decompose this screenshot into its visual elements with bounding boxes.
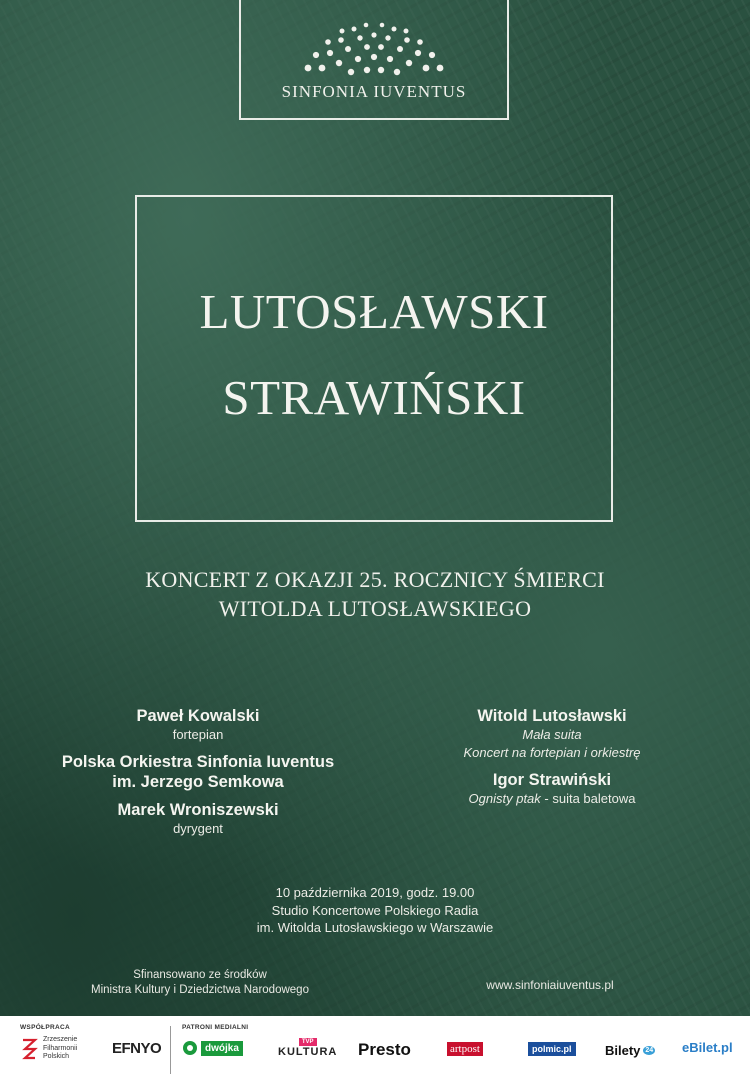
conductor-name: Marek Wroniszewski [117, 801, 279, 819]
kultura-name: KULTURA [278, 1046, 338, 1058]
event-details [0, 884, 750, 937]
polmic-logo[interactable] [528, 1042, 576, 1056]
orchestra-name-line-1: Polska Orkiestra Sinfonia Iuventus [61, 753, 335, 771]
work-piano-concerto: Koncert na fortepian i orkiestrę [463, 745, 641, 760]
presto-logo[interactable]: Presto [358, 1040, 411, 1059]
title-line-1: LUTOSŁAWSKI [199, 284, 549, 339]
zfp-line-2: Filharmonii [43, 1044, 78, 1052]
work-firebird-suffix: - suita baletowa [540, 791, 636, 806]
composer-strawinski: Igor Strawiński [492, 771, 612, 789]
sponsor-footer [0, 1016, 750, 1080]
subtitle-line-1: KONCERT Z OKAZJI 25. ROCZNICY ŚMIERCI [145, 567, 605, 592]
spacer [20, 792, 376, 800]
zfp-line-1: Zrzeszenie [43, 1036, 78, 1043]
funding-line-1: Sfinansowano ze środków [133, 969, 267, 981]
funding-note [40, 968, 360, 998]
tvp-kultura-logo[interactable] [278, 1038, 337, 1058]
event-venue-line-1: Studio Koncertowe Polskiego Radia [271, 902, 479, 918]
title-frame [135, 195, 613, 522]
work-mala-suita: Mała suita [522, 727, 582, 742]
dwojka-name: dwójka [201, 1041, 243, 1056]
conductor-role: dyrygent [173, 821, 223, 836]
event-date-time: 10 października 2019, godz. 19.00 [275, 885, 475, 900]
performers-column [20, 706, 376, 846]
zfp-text [43, 1036, 77, 1062]
tvp-badge: TVP [299, 1038, 317, 1046]
bilety-name: Bilety [605, 1043, 641, 1058]
cooperation-label: WSPÓŁPRACA [20, 1024, 70, 1031]
artpost-logo[interactable] [447, 1042, 483, 1056]
ebilet-name: eBilet.pl [682, 1040, 733, 1055]
orchestra-name-line-2: im. Jerzego Semkowa [112, 773, 284, 791]
funding-line-2: Ministra Kultury i Dziedzictwa Narodowego [91, 984, 309, 996]
efnyo-logo[interactable]: EFNYO [112, 1040, 162, 1057]
title-line-2: STRAWIŃSKI [222, 370, 526, 425]
dwojka-circle-icon [182, 1040, 198, 1056]
spacer [374, 762, 730, 770]
website-link[interactable]: www.sinfoniaiuventus.pl [486, 978, 614, 992]
artpost-name: artpost [447, 1042, 483, 1056]
subtitle-line-2: WITOLDA LUTOSŁAWSKIEGO [218, 596, 532, 621]
dwojka-logo[interactable] [182, 1040, 243, 1056]
bilety24-logo[interactable] [605, 1043, 655, 1058]
work-firebird [374, 790, 730, 808]
logo-frame [239, 0, 509, 120]
zfp-logo[interactable] [20, 1036, 77, 1062]
media-patrons-label: PATRONI MEDIALNI [182, 1024, 249, 1031]
polmic-name: polmic.pl [528, 1042, 576, 1056]
footer-divider [170, 1026, 171, 1074]
zfp-line-3: Polskich [43, 1053, 70, 1060]
event-venue-line-2: im. Witolda Lutosławskiego w Warszawie [256, 920, 494, 935]
bilety-number: 24 [645, 1047, 654, 1054]
logo-dots-icon [241, 16, 507, 78]
work-firebird-title: Ognisty ptak [468, 791, 541, 806]
ebilet-logo[interactable] [682, 1040, 733, 1055]
pianist-role: fortepian [172, 727, 224, 742]
composer-lutoslawski: Witold Lutosławski [477, 707, 627, 725]
program-column [374, 706, 730, 808]
zfp-icon [20, 1037, 40, 1061]
logo-name: SINFONIA IUVENTUS [281, 82, 467, 101]
pianist-name: Paweł Kowalski [136, 707, 260, 725]
